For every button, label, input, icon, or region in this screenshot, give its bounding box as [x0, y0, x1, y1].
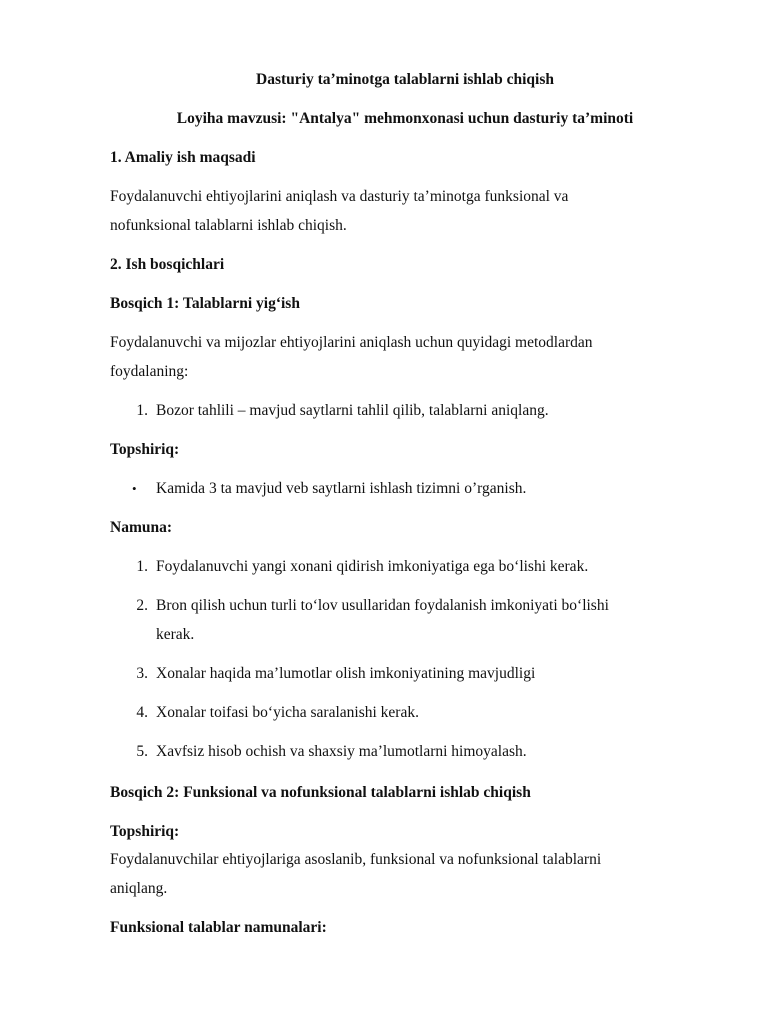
list-item-text: Foydalanuvchi yangi xonani qidirish imkoniyatiga ega bo‘lishi kerak. — [156, 558, 589, 575]
list-number: 2. — [136, 597, 148, 614]
list-item-text: Kamida 3 ta mavjud veb saytlarni ishlash tizimni o’rganish. — [156, 480, 527, 497]
stage2-paragraph-line-2: aniqlang. — [110, 880, 168, 897]
goal-paragraph-line-1: Foydalanuvchi ehtiyojlarini aniqlash va dasturiy ta’minotga funksional va — [110, 188, 569, 205]
document-title: Dasturiy ta’minotga talablarni ishlab chiqish — [256, 71, 554, 88]
section-heading-stages: 2. Ish bosqichlari — [110, 256, 225, 273]
list-item-text: Xonalar toifasi bo‘yicha saralanishi kerak. — [156, 704, 419, 721]
stage1-heading: Bosqich 1: Talablarni yig‘ish — [110, 295, 300, 312]
list-item-text: Bron qilish uchun turli to‘lov usullaridan foydalanish imkoniyati bo‘lishi — [156, 597, 609, 614]
list-number: 5. — [136, 743, 148, 760]
stage1-paragraph-line-2: foydalaning: — [110, 363, 189, 380]
stage2-paragraph-line-1: Foydalanuvchilar ehtiyojlariga asoslanib, funksional va nofunksional talablarni — [110, 851, 602, 868]
list-number: 4. — [136, 704, 148, 721]
list-item-text: kerak. — [156, 626, 195, 643]
stage2-heading: Bosqich 2: Funksional va nofunksional talablarni ishlab chiqish — [110, 784, 531, 801]
task-label: Topshiriq: — [110, 441, 180, 458]
stage1-paragraph-line-1: Foydalanuvchi va mijozlar ehtiyojlarini aniqlash uchun quyidagi metodlardan — [110, 334, 593, 351]
stage2-task-label: Topshiriq: — [110, 823, 180, 840]
list-number: 1. — [136, 558, 148, 575]
list-number: 1. — [136, 402, 148, 419]
bullet-icon: • — [132, 481, 137, 496]
goal-paragraph-line-2: nofunksional talablarni ishlab chiqish. — [110, 217, 347, 234]
section-heading-goal: 1. Amaliy ish maqsadi — [110, 149, 256, 166]
functional-requirements-label: Funksional talablar namunalari: — [110, 919, 327, 936]
list-number: 3. — [136, 665, 148, 682]
list-item-text: Xonalar haqida ma’lumotlar olish imkoniyatining mavjudligi — [156, 665, 536, 682]
list-item-text: Xavfsiz hisob ochish va shaxsiy ma’lumotlarni himoyalash. — [156, 743, 527, 760]
sample-label: Namuna: — [110, 519, 173, 536]
project-topic: Loyiha mavzusi: "Antalya" mehmonxonasi uchun dasturiy ta’minoti — [176, 110, 634, 127]
list-item-text: Bozor tahlili – mavjud saytlarni tahlil qilib, talablarni aniqlang. — [156, 402, 549, 419]
